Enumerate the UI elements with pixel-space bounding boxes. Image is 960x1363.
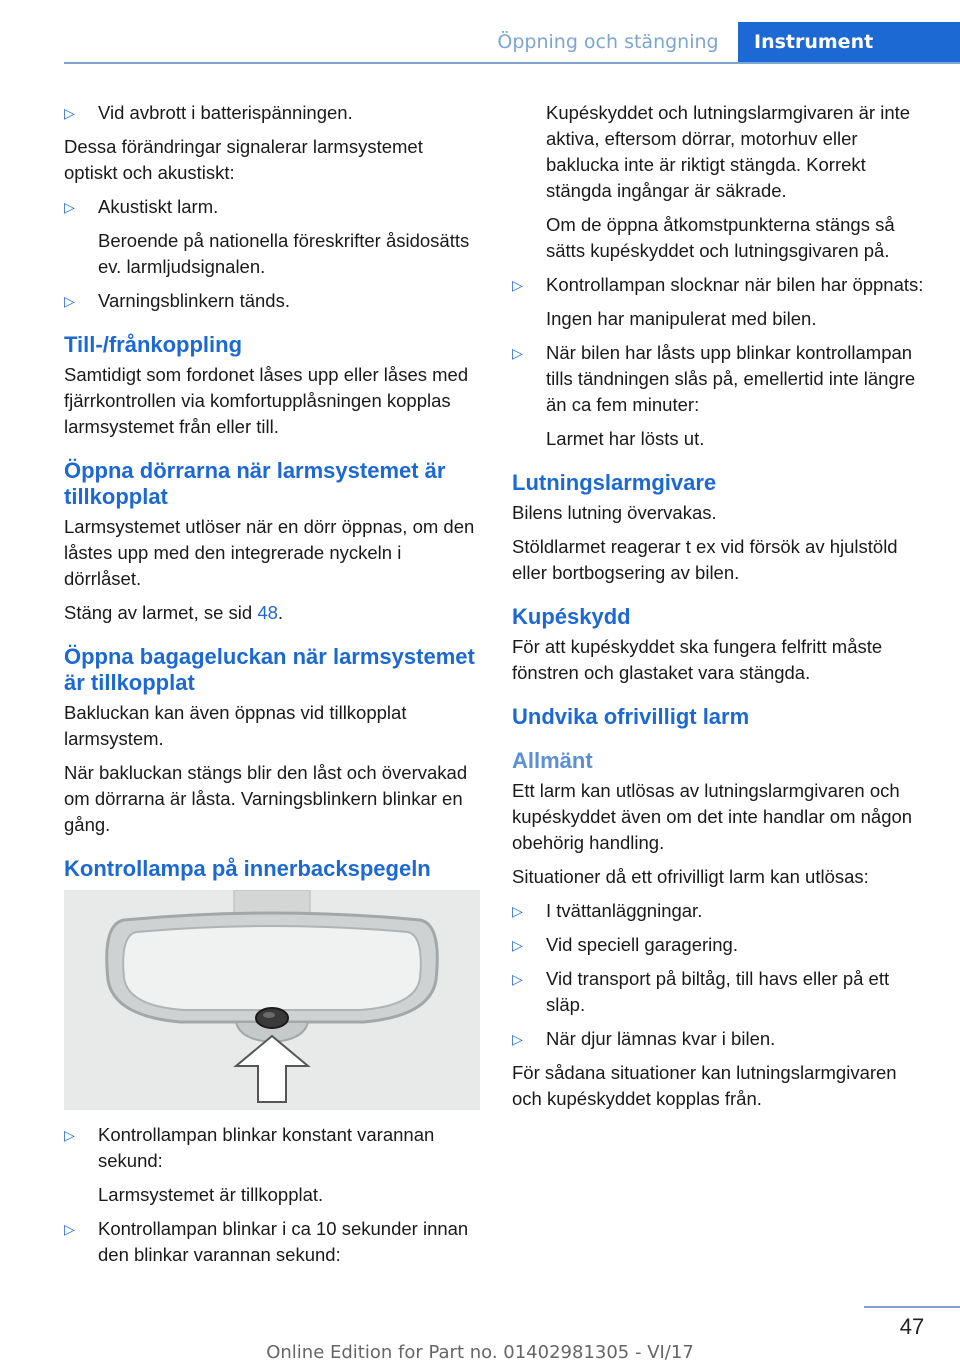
list-item: ▷ När djur lämnas kvar i bilen. (512, 1026, 928, 1052)
paragraph: Larmsystemet utlöser när en dörr öppnas, om den låstes upp med den integrerade nyckeln i dörrlåset. (64, 516, 475, 589)
list-item: ▷ Kontrollampan blinkar konstant varannan sekund: (64, 1124, 435, 1171)
list-item: ▷ Kontrollampan slocknar när bilen har öppnats: (512, 272, 928, 298)
triangle-right-icon: ▷ (512, 903, 523, 919)
triangle-right-icon: ▷ (64, 1221, 75, 1237)
list-item: ▷ Akustiskt larm. (64, 194, 480, 220)
page-number: 47 (899, 1314, 925, 1339)
triangle-right-icon: ▷ (512, 1031, 523, 1047)
list-item: ▷ Vid avbrott i batterispänningen. (64, 100, 480, 126)
paragraph: När bakluckan stängs blir den låst och övervakad om dörrarna är låsta. Varningsblinkern blinkar en gång. (64, 762, 468, 835)
chapter-title: Öppning och stängning (497, 31, 719, 53)
list-item: ▷ Vid transport på biltåg, till havs eller på ett släp. (512, 968, 890, 1015)
list-item-detail: Kupéskyddet och lutningslarmgivaren är inte aktiva, eftersom dörrar, motorhuv eller baklucka inte är riktigt stängda. Korrekt stängda ingångar är säkrade. (546, 102, 911, 201)
paragraph: För sådana situationer kan lutningslarmgivaren och kupéskyddet kopplas från. (512, 1062, 897, 1109)
triangle-right-icon: ▷ (512, 277, 523, 293)
heading-kupeskydd: Kupéskydd (512, 604, 631, 629)
paragraph: För att kupéskyddet ska fungera felfritt måste fönstren och glastaket vara stängda. (512, 636, 883, 683)
header-rule (64, 62, 960, 64)
triangle-right-icon: ▷ (64, 293, 75, 309)
triangle-right-icon: ▷ (512, 971, 523, 987)
list-item: ▷ I tvättanläggningar. (512, 898, 928, 924)
list-item-detail: Larmsystemet är tillkopplat. (98, 1184, 324, 1205)
paragraph: Samtidigt som fordonet låses upp eller låses med fjärrkontrollen via komfortupplåsningen kopplas larmsystemet från eller till. (64, 364, 469, 437)
paragraph: Ett larm kan utlösas av lutningslarmgivaren och kupéskyddet även om det inte handlar om någon obehörig handling. (512, 780, 913, 853)
page-header (0, 22, 960, 62)
heading-kontrollampa: Kontrollampa på innerbackspegeln (64, 856, 431, 881)
triangle-right-icon: ▷ (64, 199, 75, 215)
triangle-right-icon: ▷ (512, 937, 523, 953)
heading-till-franskoppling: Till-/frånkoppling (64, 332, 243, 357)
triangle-right-icon: ▷ (64, 1127, 75, 1143)
list-item-detail: Larmet har lösts ut. (546, 428, 705, 449)
paragraph: Bakluckan kan även öppnas vid tillkopplat larmsystem. (64, 702, 407, 749)
edition-text: Online Edition for Part no. 01402981305 - VI/17 (266, 1342, 694, 1363)
left-column (64, 100, 480, 1276)
list-item: ▷ När bilen har låsts upp blinkar kontrollampan tills tändningen slås på, emellertid inte längre än ca fem minuter: (512, 342, 916, 415)
list-item-detail: Om de öppna åtkomstpunkterna stängs så sätts kupéskyddet och lutningsgivaren på. (546, 214, 895, 261)
right-column (512, 100, 928, 1120)
list-item-detail: Beroende på nationella föreskrifter åsidosätts ev. larmljudsignalen. (98, 230, 470, 277)
heading-undvika-ofrivilligt-larm: Undvika ofrivilligt larm (512, 704, 750, 729)
paragraph-with-link: Stäng av larmet, se sid 48. (64, 602, 284, 623)
paragraph: Dessa förändringar signalerar larmsystemet optiskt och akustiskt: (64, 136, 423, 183)
footer-rule (864, 1306, 960, 1308)
section-tab: Instrument (738, 22, 960, 62)
subheading-allmant: Allmänt (512, 748, 593, 773)
page-reference-link[interactable]: 48 (257, 602, 278, 623)
heading-oppna-bagageluckan: Öppna bagageluckan när larmsystemet är tillkopplat (64, 644, 475, 695)
paragraph: Bilens lutning övervakas. (512, 502, 717, 523)
triangle-right-icon: ▷ (512, 345, 523, 361)
heading-lutningslarmgivare: Lutningslarmgivare (512, 470, 717, 495)
list-item: ▷ Varningsblinkern tänds. (64, 288, 480, 314)
mirror-illustration (64, 890, 480, 1110)
paragraph: Stöldlarmet reagerar t ex vid försök av hjulstöld eller bortbogsering av bilen. (512, 536, 898, 583)
rear-view-mirror-figure (64, 890, 480, 1110)
heading-oppna-dorrarna: Öppna dörrarna när larmsystemet är tillkopplat (64, 458, 446, 509)
paragraph: Situationer då ett ofrivilligt larm kan utlösas: (512, 866, 869, 887)
list-item: ▷ Vid speciell garagering. (512, 932, 928, 958)
list-item-detail: Ingen har manipulerat med bilen. (546, 308, 817, 329)
triangle-right-icon: ▷ (64, 105, 75, 121)
list-item: ▷ Kontrollampan blinkar i ca 10 sekunder innan den blinkar varannan sekund: (64, 1218, 469, 1265)
